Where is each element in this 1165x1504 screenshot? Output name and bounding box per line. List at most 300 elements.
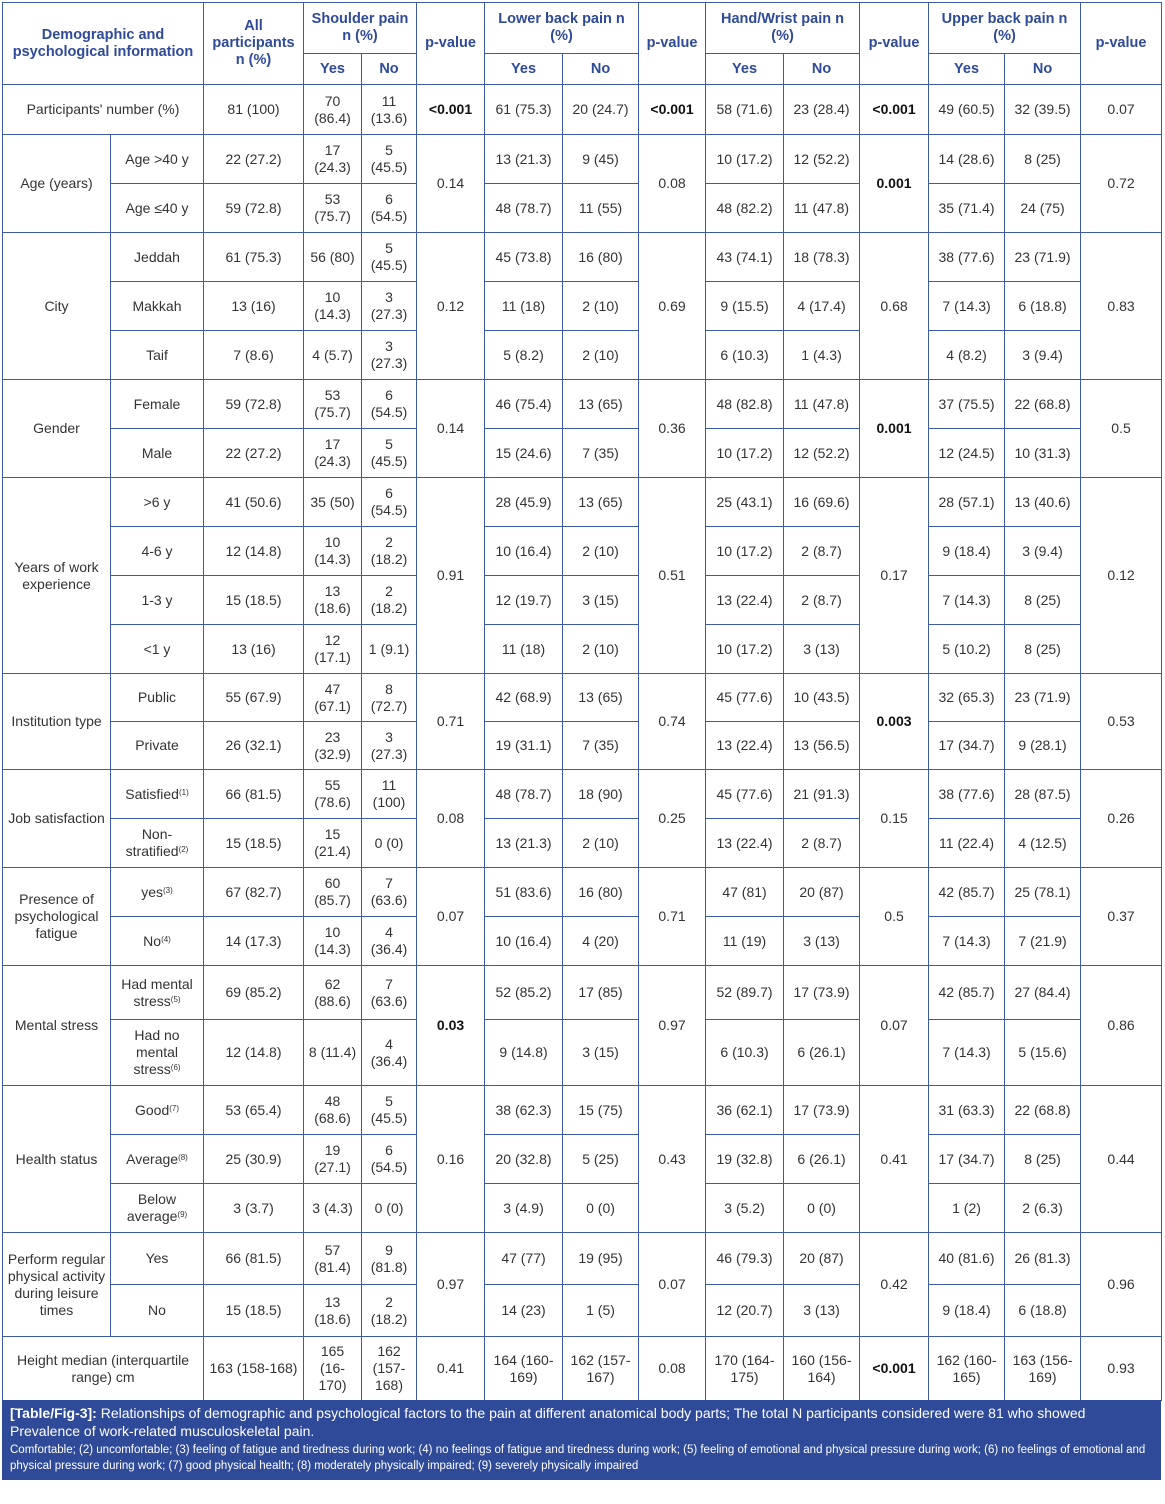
hand-wrist-no-cell: 2 (8.7) xyxy=(784,819,860,868)
upper-back-no-cell: 10 (31.3) xyxy=(1005,429,1081,478)
table-row xyxy=(3,282,1162,331)
hand-wrist-yes-cell: 48 (82.2) xyxy=(706,184,784,233)
shoulder-yes-cell: 55 (78.6) xyxy=(304,770,362,819)
hand-wrist-yes-cell: 10 (17.2) xyxy=(706,135,784,184)
row-sub-label-text: Below average xyxy=(126,1191,178,1224)
all-participants-cell: 163 (158-168) xyxy=(204,1337,304,1401)
lower-back-no-cell: 1 (5) xyxy=(563,1285,639,1337)
header-pvalue: p-value xyxy=(1081,3,1162,85)
hand-wrist-yes-cell: 45 (77.6) xyxy=(706,674,784,722)
hand-wrist-no-cell: 0 (0) xyxy=(784,1184,860,1233)
hand-wrist-pvalue-cell: 0.07 xyxy=(860,966,929,1086)
table-body xyxy=(3,85,1162,1401)
lower-back-yes-cell: 51 (83.6) xyxy=(485,868,563,917)
shoulder-no-cell: 7 (63.6) xyxy=(362,966,417,1020)
hand-wrist-yes-cell: 48 (82.8) xyxy=(706,380,784,429)
all-participants-cell: 66 (81.5) xyxy=(204,770,304,819)
header-yes: Yes xyxy=(929,54,1005,85)
lower-back-no-cell: 13 (65) xyxy=(563,380,639,429)
lower-back-no-cell: 18 (90) xyxy=(563,770,639,819)
hand-wrist-pvalue-cell: 0.68 xyxy=(860,233,929,380)
row-sub-label-text: Male xyxy=(141,444,173,461)
row-sub-label-text: Age >40 y xyxy=(125,150,189,167)
row-sub-label xyxy=(111,184,204,233)
all-participants-cell: 15 (18.5) xyxy=(204,819,304,868)
all-participants-cell: 13 (16) xyxy=(204,282,304,331)
shoulder-no-cell: 5 (45.5) xyxy=(362,233,417,282)
lower-back-yes-cell: 20 (32.8) xyxy=(485,1135,563,1184)
lower-back-yes-cell: 12 (19.7) xyxy=(485,576,563,625)
hand-wrist-no-cell: 160 (156-164) xyxy=(784,1337,860,1401)
lower-back-pvalue-cell: 0.08 xyxy=(639,135,706,233)
lower-back-no-cell: 20 (24.7) xyxy=(563,85,639,135)
hand-wrist-yes-cell: 10 (17.2) xyxy=(706,429,784,478)
all-participants-cell: 26 (32.1) xyxy=(204,722,304,770)
lower-back-yes-cell: 48 (78.7) xyxy=(485,770,563,819)
hand-wrist-no-cell: 11 (47.8) xyxy=(784,184,860,233)
footnote-marker: (1) xyxy=(178,787,189,797)
shoulder-no-cell: 6 (54.5) xyxy=(362,380,417,429)
table-row xyxy=(3,576,1162,625)
upper-back-yes-cell: 35 (71.4) xyxy=(929,184,1005,233)
lower-back-no-cell: 2 (10) xyxy=(563,625,639,674)
table-row xyxy=(3,429,1162,478)
lower-back-yes-cell: 9 (14.8) xyxy=(485,1020,563,1086)
upper-back-pvalue-cell: 0.26 xyxy=(1081,770,1162,868)
shoulder-yes-cell: 57 (81.4) xyxy=(304,1233,362,1285)
hand-wrist-no-cell: 4 (17.4) xyxy=(784,282,860,331)
upper-back-yes-cell: 32 (65.3) xyxy=(929,674,1005,722)
shoulder-yes-cell: 56 (80) xyxy=(304,233,362,282)
table-row xyxy=(3,770,1162,819)
row-sub-label xyxy=(111,1184,204,1233)
shoulder-no-cell: 3 (27.3) xyxy=(362,331,417,380)
lower-back-yes-cell: 13 (21.3) xyxy=(485,819,563,868)
upper-back-no-cell: 22 (68.8) xyxy=(1005,1086,1081,1135)
shoulder-yes-cell: 10 (14.3) xyxy=(304,917,362,966)
shoulder-no-cell: 5 (45.5) xyxy=(362,135,417,184)
all-participants-cell: 53 (65.4) xyxy=(204,1086,304,1135)
upper-back-no-cell: 25 (78.1) xyxy=(1005,868,1081,917)
hand-wrist-no-cell: 20 (87) xyxy=(784,868,860,917)
lower-back-yes-cell: 5 (8.2) xyxy=(485,331,563,380)
upper-back-no-cell: 22 (68.8) xyxy=(1005,380,1081,429)
lower-back-no-cell: 13 (65) xyxy=(563,478,639,527)
all-participants-cell: 15 (18.5) xyxy=(204,1285,304,1337)
all-participants-cell: 12 (14.8) xyxy=(204,527,304,576)
all-participants-cell: 41 (50.6) xyxy=(204,478,304,527)
all-participants-cell: 22 (27.2) xyxy=(204,429,304,478)
upper-back-no-cell: 28 (87.5) xyxy=(1005,770,1081,819)
shoulder-no-cell: 5 (45.5) xyxy=(362,429,417,478)
shoulder-no-cell: 6 (54.5) xyxy=(362,1135,417,1184)
all-participants-cell: 14 (17.3) xyxy=(204,917,304,966)
row-group-label: Institution type xyxy=(3,674,111,770)
upper-back-pvalue-cell: 0.37 xyxy=(1081,868,1162,966)
hand-wrist-no-cell: 12 (52.2) xyxy=(784,135,860,184)
hand-wrist-yes-cell: 6 (10.3) xyxy=(706,1020,784,1086)
table-row xyxy=(3,625,1162,674)
row-sub-label xyxy=(111,625,204,674)
shoulder-pvalue-cell: <0.001 xyxy=(417,85,485,135)
table-row xyxy=(3,1337,1162,1401)
row-sub-label xyxy=(111,1135,204,1184)
shoulder-yes-cell: 35 (50) xyxy=(304,478,362,527)
hand-wrist-yes-cell: 10 (17.2) xyxy=(706,625,784,674)
hand-wrist-no-cell: 13 (56.5) xyxy=(784,722,860,770)
footnote-marker: (9) xyxy=(177,1210,188,1219)
upper-back-no-cell: 6 (18.8) xyxy=(1005,1285,1081,1337)
header-no: No xyxy=(563,54,639,85)
row-sub-label-text: <1 y xyxy=(143,640,171,657)
upper-back-yes-cell: 40 (81.6) xyxy=(929,1233,1005,1285)
header-pvalue: p-value xyxy=(860,3,929,85)
shoulder-pvalue-cell: 0.16 xyxy=(417,1086,485,1233)
footnote-marker: (3) xyxy=(163,885,173,895)
header-demographic: Demographic and psychological information xyxy=(3,3,204,85)
shoulder-no-cell: 3 (27.3) xyxy=(362,282,417,331)
upper-back-yes-cell: 7 (14.3) xyxy=(929,576,1005,625)
table-row xyxy=(3,1135,1162,1184)
footnote-marker: (4) xyxy=(161,934,171,944)
hand-wrist-pvalue-cell: 0.003 xyxy=(860,674,929,770)
table-row xyxy=(3,966,1162,1020)
hand-wrist-pvalue-cell: 0.5 xyxy=(860,868,929,966)
shoulder-no-cell: 5 (45.5) xyxy=(362,1086,417,1135)
all-participants-cell: 55 (67.9) xyxy=(204,674,304,722)
row-group-label: Gender xyxy=(3,380,111,478)
shoulder-no-cell: 4 (36.4) xyxy=(362,1020,417,1086)
hand-wrist-pvalue-cell: 0.001 xyxy=(860,135,929,233)
table-row xyxy=(3,917,1162,966)
upper-back-no-cell: 13 (40.6) xyxy=(1005,478,1081,527)
hand-wrist-yes-cell: 25 (43.1) xyxy=(706,478,784,527)
table-row xyxy=(3,1184,1162,1233)
row-group-label: Height median (interquartile range) cm xyxy=(3,1337,204,1401)
hand-wrist-no-cell: 1 (4.3) xyxy=(784,331,860,380)
shoulder-pvalue-cell: 0.14 xyxy=(417,380,485,478)
hand-wrist-yes-cell: 43 (74.1) xyxy=(706,233,784,282)
lower-back-no-cell: 17 (85) xyxy=(563,966,639,1020)
upper-back-pvalue-cell: 0.44 xyxy=(1081,1086,1162,1233)
row-sub-label xyxy=(111,1285,204,1337)
shoulder-yes-cell: 62 (88.6) xyxy=(304,966,362,1020)
hand-wrist-yes-cell: 13 (22.4) xyxy=(706,576,784,625)
upper-back-pvalue-cell: 0.96 xyxy=(1081,1233,1162,1337)
all-participants-cell: 69 (85.2) xyxy=(204,966,304,1020)
shoulder-yes-cell: 53 (75.7) xyxy=(304,184,362,233)
upper-back-no-cell: 8 (25) xyxy=(1005,625,1081,674)
upper-back-no-cell: 32 (39.5) xyxy=(1005,85,1081,135)
hand-wrist-yes-cell: 11 (19) xyxy=(706,917,784,966)
lower-back-no-cell: 13 (65) xyxy=(563,674,639,722)
row-sub-label xyxy=(111,527,204,576)
row-sub-label-text: Age ≤40 y xyxy=(125,199,189,216)
lower-back-pvalue-cell: <0.001 xyxy=(639,85,706,135)
upper-back-yes-cell: 9 (18.4) xyxy=(929,1285,1005,1337)
upper-back-yes-cell: 7 (14.3) xyxy=(929,1020,1005,1086)
row-sub-label xyxy=(111,135,204,184)
header-no: No xyxy=(362,54,417,85)
upper-back-pvalue-cell: 0.53 xyxy=(1081,674,1162,770)
header-yes: Yes xyxy=(485,54,563,85)
header-yes: Yes xyxy=(706,54,784,85)
row-group-label: Mental stress xyxy=(3,966,111,1086)
shoulder-yes-cell: 3 (4.3) xyxy=(304,1184,362,1233)
upper-back-no-cell: 7 (21.9) xyxy=(1005,917,1081,966)
header-upper-back-pain: Upper back pain n (%) xyxy=(929,3,1081,54)
shoulder-no-cell: 9 (81.8) xyxy=(362,1233,417,1285)
row-sub-label-text: Jeddah xyxy=(134,248,180,265)
row-group-label: Age (years) xyxy=(3,135,111,233)
lower-back-yes-cell: 10 (16.4) xyxy=(485,917,563,966)
hand-wrist-pvalue-cell: <0.001 xyxy=(860,1337,929,1401)
shoulder-yes-cell: 10 (14.3) xyxy=(304,527,362,576)
table-row xyxy=(3,331,1162,380)
shoulder-no-cell: 2 (18.2) xyxy=(362,527,417,576)
lower-back-no-cell: 16 (80) xyxy=(563,233,639,282)
row-sub-label-text: Satisfied xyxy=(125,785,179,802)
lower-back-no-cell: 3 (15) xyxy=(563,1020,639,1086)
shoulder-yes-cell: 13 (18.6) xyxy=(304,1285,362,1337)
header-pvalue: p-value xyxy=(639,3,706,85)
lower-back-yes-cell: 52 (85.2) xyxy=(485,966,563,1020)
row-sub-label xyxy=(111,429,204,478)
shoulder-pvalue-cell: 0.12 xyxy=(417,233,485,380)
row-group-label: Years of work experience xyxy=(3,478,111,674)
lower-back-pvalue-cell: 0.43 xyxy=(639,1086,706,1233)
table-row xyxy=(3,674,1162,722)
table-row xyxy=(3,1233,1162,1285)
hand-wrist-pvalue-cell: 0.41 xyxy=(860,1086,929,1233)
shoulder-yes-cell: 4 (5.7) xyxy=(304,331,362,380)
lower-back-yes-cell: 48 (78.7) xyxy=(485,184,563,233)
shoulder-yes-cell: 17 (24.3) xyxy=(304,429,362,478)
shoulder-no-cell: 3 (27.3) xyxy=(362,722,417,770)
hand-wrist-yes-cell: 47 (81) xyxy=(706,868,784,917)
lower-back-no-cell: 2 (10) xyxy=(563,282,639,331)
row-sub-label xyxy=(111,1233,204,1285)
upper-back-no-cell: 5 (15.6) xyxy=(1005,1020,1081,1086)
row-sub-label-text: Had mental stress xyxy=(121,975,193,1009)
row-sub-label xyxy=(111,770,204,819)
row-sub-label xyxy=(111,819,204,868)
table-row xyxy=(3,233,1162,282)
row-sub-label-text: Good xyxy=(134,1101,170,1118)
upper-back-no-cell: 2 (6.3) xyxy=(1005,1184,1081,1233)
shoulder-yes-cell: 60 (85.7) xyxy=(304,868,362,917)
all-participants-cell: 67 (82.7) xyxy=(204,868,304,917)
row-sub-label xyxy=(111,722,204,770)
shoulder-no-cell: 4 (36.4) xyxy=(362,917,417,966)
lower-back-yes-cell: 13 (21.3) xyxy=(485,135,563,184)
upper-back-yes-cell: 42 (85.7) xyxy=(929,868,1005,917)
table-row xyxy=(3,1020,1162,1086)
upper-back-yes-cell: 31 (63.3) xyxy=(929,1086,1005,1135)
hand-wrist-pvalue-cell: 0.001 xyxy=(860,380,929,478)
row-sub-label xyxy=(111,380,204,429)
table-figure xyxy=(2,2,1161,1480)
table-row xyxy=(3,819,1162,868)
all-participants-cell: 15 (18.5) xyxy=(204,576,304,625)
all-participants-cell: 59 (72.8) xyxy=(204,184,304,233)
shoulder-yes-cell: 10 (14.3) xyxy=(304,282,362,331)
shoulder-pvalue-cell: 0.03 xyxy=(417,966,485,1086)
lower-back-yes-cell: 28 (45.9) xyxy=(485,478,563,527)
row-group-label: Participants' number (%) xyxy=(3,85,204,135)
upper-back-no-cell: 9 (28.1) xyxy=(1005,722,1081,770)
shoulder-pvalue-cell: 0.71 xyxy=(417,674,485,770)
caption-label: [Table/Fig-3]: xyxy=(10,1405,97,1421)
hand-wrist-no-cell: 11 (47.8) xyxy=(784,380,860,429)
upper-back-no-cell: 8 (25) xyxy=(1005,1135,1081,1184)
lower-back-yes-cell: 45 (73.8) xyxy=(485,233,563,282)
row-sub-label xyxy=(111,331,204,380)
lower-back-pvalue-cell: 0.69 xyxy=(639,233,706,380)
shoulder-yes-cell: 47 (67.1) xyxy=(304,674,362,722)
caption-text: Relationships of demographic and psychological factors to the pain at different anatomical body parts; The total N participants considered were 81 who showed Prevalence of work-related musculoskeletal pain. xyxy=(10,1405,1086,1439)
hand-wrist-no-cell: 3 (13) xyxy=(784,1285,860,1337)
lower-back-yes-cell: 19 (31.1) xyxy=(485,722,563,770)
hand-wrist-yes-cell: 45 (77.6) xyxy=(706,770,784,819)
hand-wrist-no-cell: 12 (52.2) xyxy=(784,429,860,478)
upper-back-yes-cell: 9 (18.4) xyxy=(929,527,1005,576)
all-participants-cell: 66 (81.5) xyxy=(204,1233,304,1285)
lower-back-yes-cell: 11 (18) xyxy=(485,282,563,331)
shoulder-yes-cell: 70 (86.4) xyxy=(304,85,362,135)
lower-back-no-cell: 19 (95) xyxy=(563,1233,639,1285)
hand-wrist-yes-cell: 170 (164-175) xyxy=(706,1337,784,1401)
hand-wrist-no-cell: 3 (13) xyxy=(784,625,860,674)
shoulder-yes-cell: 48 (68.6) xyxy=(304,1086,362,1135)
upper-back-yes-cell: 1 (2) xyxy=(929,1184,1005,1233)
shoulder-yes-cell: 8 (11.4) xyxy=(304,1020,362,1086)
upper-back-pvalue-cell: 0.83 xyxy=(1081,233,1162,380)
hand-wrist-pvalue-cell: 0.17 xyxy=(860,478,929,674)
row-sub-label xyxy=(111,674,204,722)
row-sub-label-text: Private xyxy=(135,737,179,753)
upper-back-no-cell: 27 (84.4) xyxy=(1005,966,1081,1020)
hand-wrist-no-cell: 20 (87) xyxy=(784,1233,860,1285)
lower-back-no-cell: 5 (25) xyxy=(563,1135,639,1184)
row-group-label: Presence of psychological fatigue xyxy=(3,868,111,966)
lower-back-yes-cell: 3 (4.9) xyxy=(485,1184,563,1233)
shoulder-no-cell: 162 (157-168) xyxy=(362,1337,417,1401)
upper-back-yes-cell: 38 (77.6) xyxy=(929,770,1005,819)
upper-back-no-cell: 24 (75) xyxy=(1005,184,1081,233)
upper-back-pvalue-cell: 0.12 xyxy=(1081,478,1162,674)
row-sub-label xyxy=(111,868,204,917)
row-sub-label xyxy=(111,917,204,966)
row-sub-label xyxy=(111,1086,204,1135)
hand-wrist-no-cell: 18 (78.3) xyxy=(784,233,860,282)
caption-notes: Comfortable; (2) uncomfortable; (3) feeling of fatigue and tiredness during work; (4) no feelings of fatigue and tiredness during work; (5) feeling of emotional and physical pressure during work; (6) no feelings of emotional and physical pressure during work; (7) good physical health; (8) moderately physically impaired; (9) severely physically impaired xyxy=(10,1444,1146,1472)
hand-wrist-pvalue-cell: 0.15 xyxy=(860,770,929,868)
all-participants-cell: 59 (72.8) xyxy=(204,380,304,429)
lower-back-pvalue-cell: 0.51 xyxy=(639,478,706,674)
upper-back-no-cell: 23 (71.9) xyxy=(1005,233,1081,282)
row-sub-label-text: Female xyxy=(133,395,181,412)
lower-back-yes-cell: 10 (16.4) xyxy=(485,527,563,576)
shoulder-yes-cell: 13 (18.6) xyxy=(304,576,362,625)
lower-back-yes-cell: 164 (160-169) xyxy=(485,1337,563,1401)
hand-wrist-yes-cell: 36 (62.1) xyxy=(706,1086,784,1135)
header-no: No xyxy=(1005,54,1081,85)
upper-back-yes-cell: 49 (60.5) xyxy=(929,85,1005,135)
lower-back-pvalue-cell: 0.25 xyxy=(639,770,706,868)
row-sub-label-text: Non-stratified xyxy=(125,826,179,859)
row-sub-label-text: No xyxy=(143,932,162,949)
all-participants-cell: 12 (14.8) xyxy=(204,1020,304,1086)
header-hand-wrist-pain: Hand/Wrist pain n (%) xyxy=(706,3,860,54)
upper-back-yes-cell: 14 (28.6) xyxy=(929,135,1005,184)
hand-wrist-yes-cell: 10 (17.2) xyxy=(706,527,784,576)
table-row xyxy=(3,135,1162,184)
shoulder-pvalue-cell: 0.41 xyxy=(417,1337,485,1401)
row-group-label: Perform regular physical activity during leisure times xyxy=(3,1233,111,1337)
row-sub-label xyxy=(111,966,204,1020)
lower-back-pvalue-cell: 0.36 xyxy=(639,380,706,478)
row-sub-label xyxy=(111,478,204,527)
row-sub-label xyxy=(111,1020,204,1086)
lower-back-no-cell: 2 (10) xyxy=(563,331,639,380)
upper-back-no-cell: 8 (25) xyxy=(1005,576,1081,625)
all-participants-cell: 3 (3.7) xyxy=(204,1184,304,1233)
hand-wrist-pvalue-cell: <0.001 xyxy=(860,85,929,135)
upper-back-yes-cell: 17 (34.7) xyxy=(929,722,1005,770)
lower-back-yes-cell: 42 (68.9) xyxy=(485,674,563,722)
upper-back-no-cell: 4 (12.5) xyxy=(1005,819,1081,868)
shoulder-no-cell: 7 (63.6) xyxy=(362,868,417,917)
lower-back-no-cell: 9 (45) xyxy=(563,135,639,184)
row-sub-label xyxy=(111,576,204,625)
lower-back-yes-cell: 46 (75.4) xyxy=(485,380,563,429)
shoulder-no-cell: 11 (13.6) xyxy=(362,85,417,135)
hand-wrist-yes-cell: 13 (22.4) xyxy=(706,819,784,868)
lower-back-yes-cell: 61 (75.3) xyxy=(485,85,563,135)
hand-wrist-yes-cell: 6 (10.3) xyxy=(706,331,784,380)
data-table xyxy=(2,2,1162,1401)
table-row xyxy=(3,1086,1162,1135)
upper-back-yes-cell: 7 (14.3) xyxy=(929,282,1005,331)
upper-back-yes-cell: 7 (14.3) xyxy=(929,917,1005,966)
upper-back-yes-cell: 4 (8.2) xyxy=(929,331,1005,380)
upper-back-no-cell: 3 (9.4) xyxy=(1005,527,1081,576)
hand-wrist-no-cell: 2 (8.7) xyxy=(784,576,860,625)
all-participants-cell: 13 (16) xyxy=(204,625,304,674)
lower-back-no-cell: 7 (35) xyxy=(563,722,639,770)
header-lower-back-pain: Lower back pain n (%) xyxy=(485,3,639,54)
shoulder-yes-cell: 12 (17.1) xyxy=(304,625,362,674)
shoulder-no-cell: 0 (0) xyxy=(362,819,417,868)
hand-wrist-no-cell: 2 (8.7) xyxy=(784,527,860,576)
row-sub-label xyxy=(111,282,204,331)
shoulder-no-cell: 2 (18.2) xyxy=(362,1285,417,1337)
lower-back-yes-cell: 11 (18) xyxy=(485,625,563,674)
table-row xyxy=(3,478,1162,527)
hand-wrist-no-cell: 17 (73.9) xyxy=(784,966,860,1020)
lower-back-no-cell: 11 (55) xyxy=(563,184,639,233)
shoulder-no-cell: 6 (54.5) xyxy=(362,184,417,233)
table-row xyxy=(3,868,1162,917)
lower-back-pvalue-cell: 0.07 xyxy=(639,1233,706,1337)
upper-back-no-cell: 23 (71.9) xyxy=(1005,674,1081,722)
shoulder-no-cell: 8 (72.7) xyxy=(362,674,417,722)
row-sub-label-text: No xyxy=(148,1302,166,1318)
hand-wrist-no-cell: 10 (43.5) xyxy=(784,674,860,722)
row-sub-label-text: Public xyxy=(137,689,177,705)
upper-back-yes-cell: 11 (22.4) xyxy=(929,819,1005,868)
